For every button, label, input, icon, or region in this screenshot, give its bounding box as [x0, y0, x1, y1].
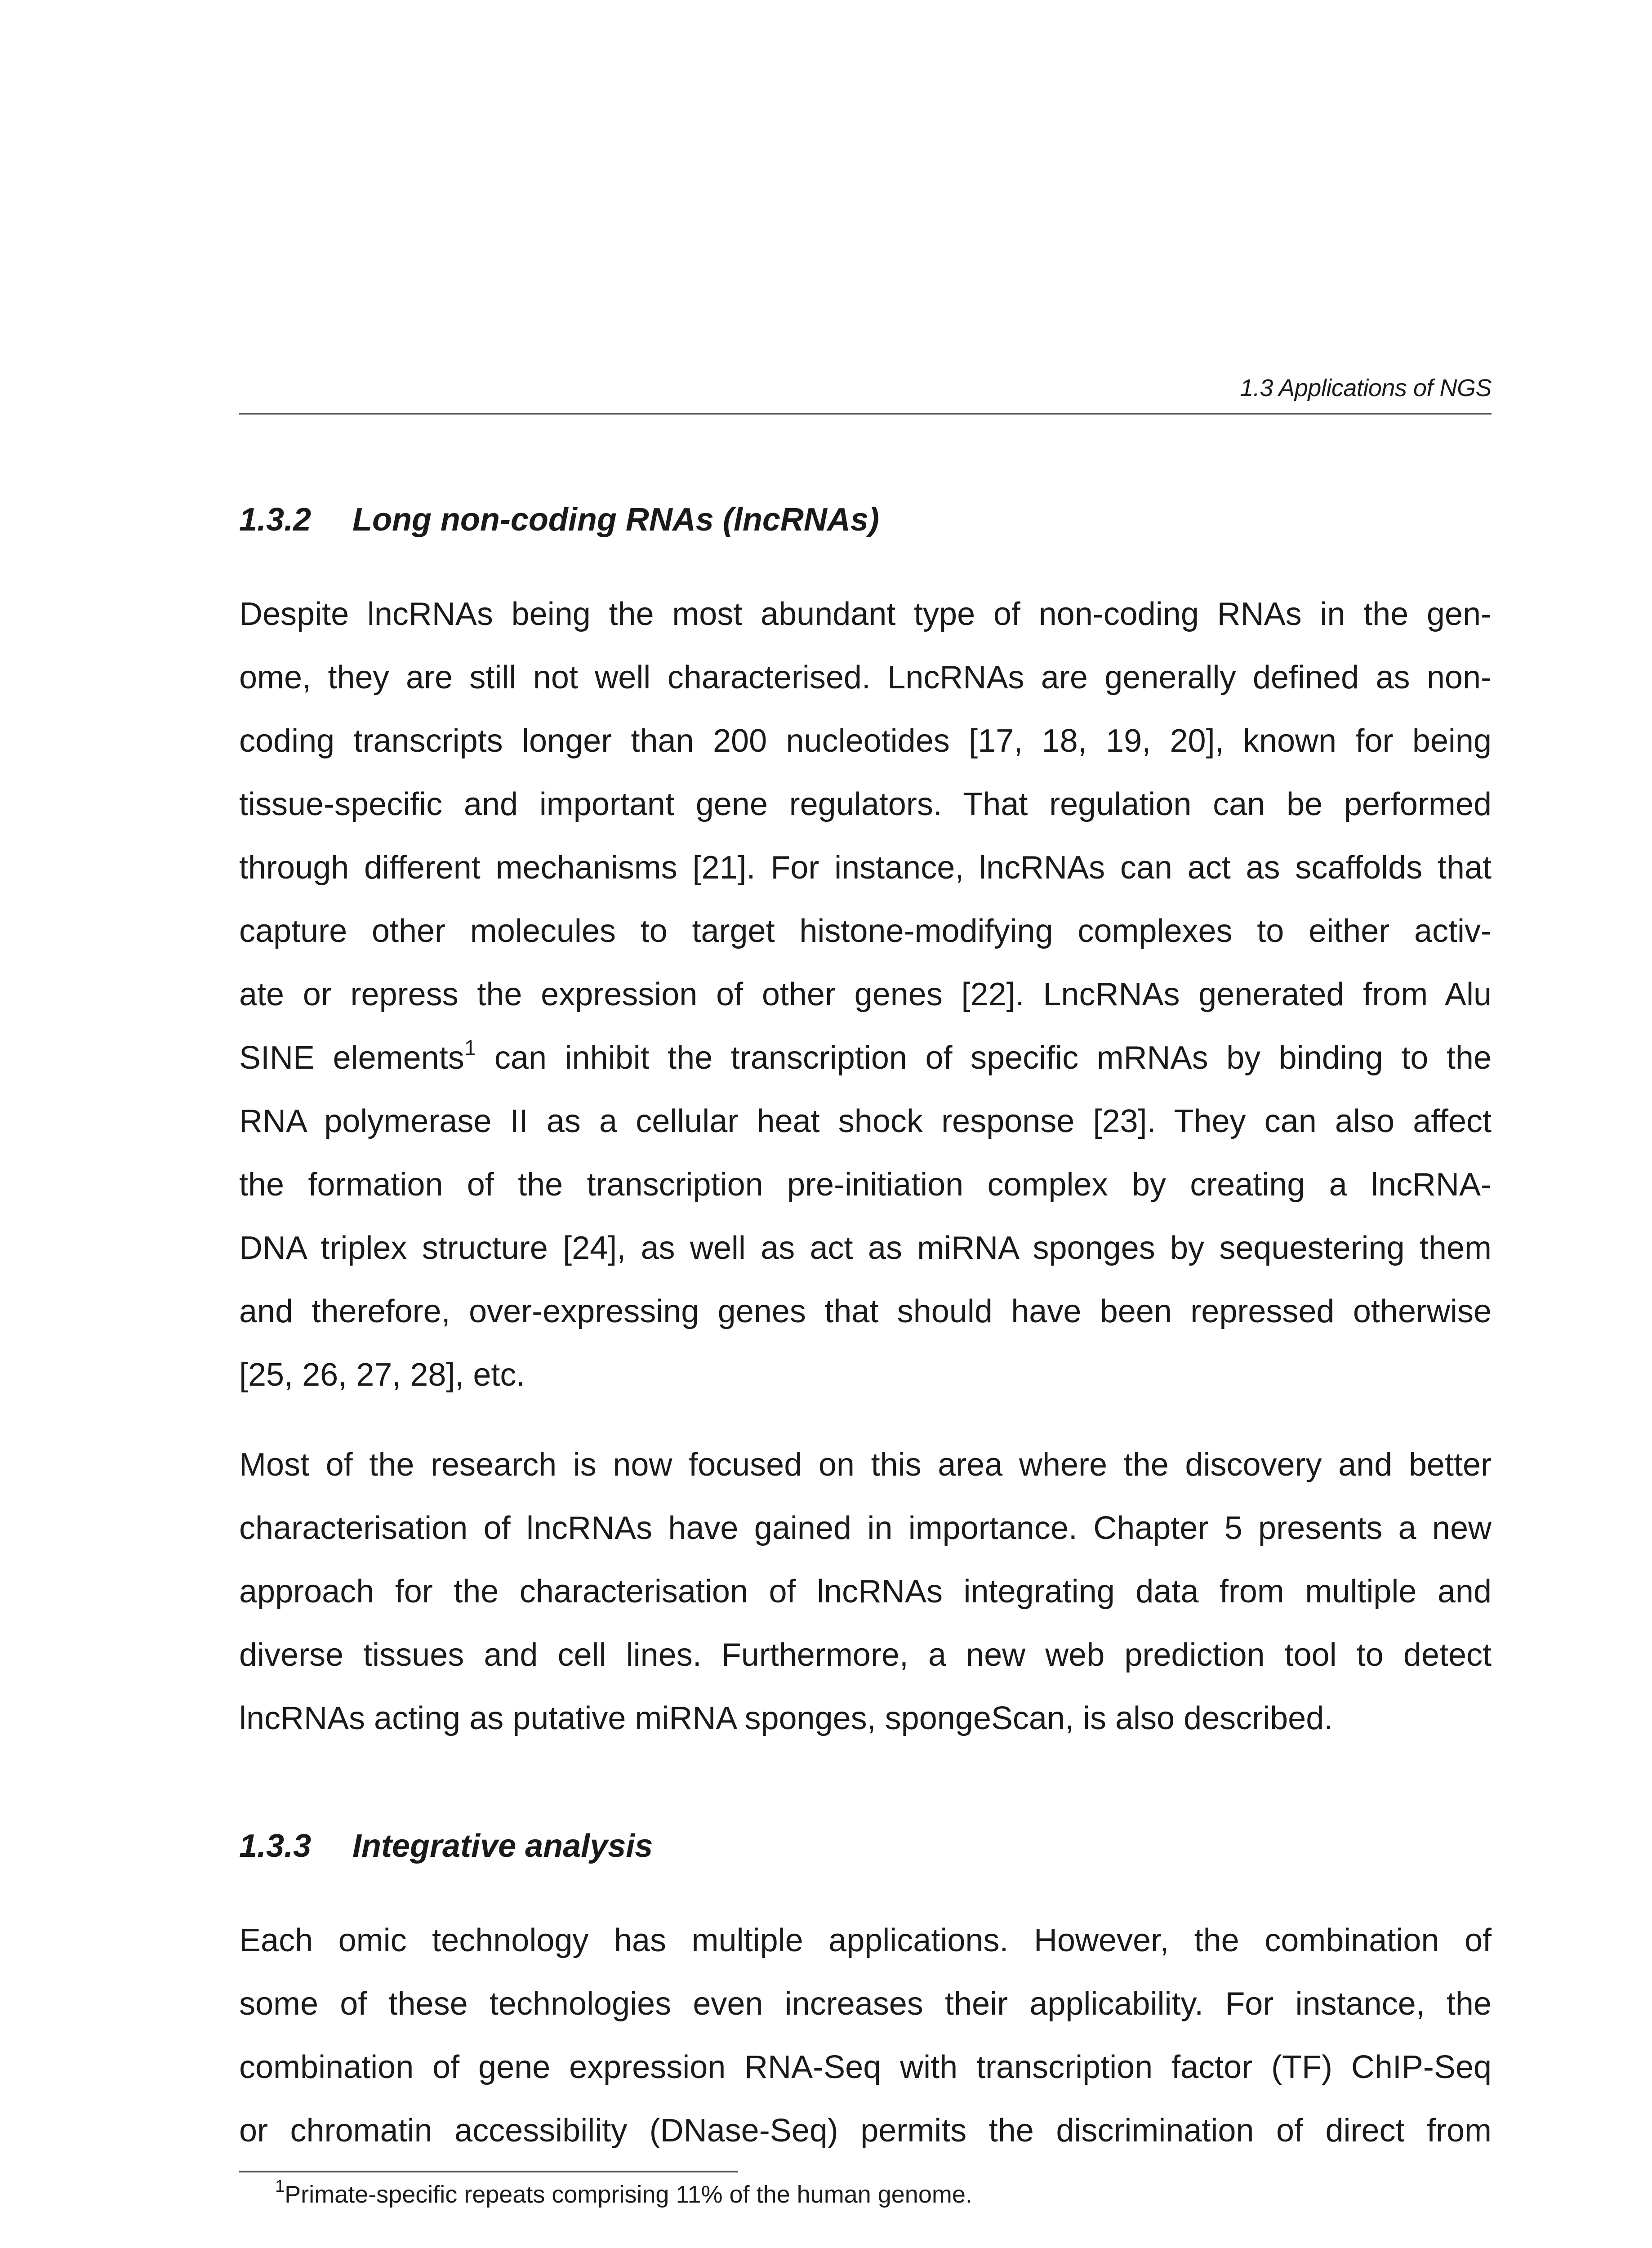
- running-header: [239, 368, 1492, 415]
- text-line: [25, 26, 27, 28], etc.: [239, 1357, 525, 1393]
- section-title: Integrative analysis: [352, 1828, 653, 1864]
- footnote-text: Primate-specific repeats comprising 11% of the human genome.: [285, 2181, 972, 2208]
- text-line: DNA triplex structure [24], as well as act as miRNA sponges by sequestering them: [239, 1230, 1492, 1266]
- text-line: lncRNAs acting as putative miRNA sponges, spongeScan, is also described.: [239, 1700, 1333, 1736]
- footnote-reference: 1: [464, 1036, 476, 1060]
- text-line: diverse tissues and cell lines. Furthermore, a new web prediction tool to detect: [239, 1637, 1492, 1673]
- text-line: some of these technologies even increases their applicability. For instance, the: [239, 1986, 1492, 2022]
- section-title: Long non-coding RNAs (lncRNAs): [352, 502, 879, 538]
- footnote-mark: 1: [275, 2177, 285, 2196]
- paragraph-integrative-analysis: [239, 1909, 1492, 2163]
- text-line: tissue-specific and important gene regulators. That regulation can be performed: [239, 786, 1492, 822]
- footnote-rule: [239, 2171, 738, 2172]
- text-line: approach for the characterisation of lncRNAs integrating data from multiple and: [239, 1574, 1492, 1610]
- footnote: [275, 2174, 972, 2215]
- text-line: ate or repress the expression of other genes [22]. LncRNAs generated from Alu: [239, 977, 1492, 1012]
- text-line: or chromatin accessibility (DNase-Seq) permits the discrimination of direct from: [239, 2113, 1492, 2149]
- running-header-text: 1.3 Applications of NGS: [1240, 375, 1492, 401]
- text-line: characterisation of lncRNAs have gained in importance. Chapter 5 presents a new: [239, 1510, 1492, 1546]
- text-line: capture other molecules to target histone-modifying complexes to either activ-: [239, 913, 1492, 949]
- text-line: coding transcripts longer than 200 nucleotides [17, 18, 19, 20], known for being: [239, 723, 1492, 759]
- text-line: ome, they are still not well characterised. LncRNAs are generally defined as non-: [239, 660, 1492, 696]
- text-line: Each omic technology has multiple applications. However, the combination of: [239, 1922, 1492, 1958]
- section-number: 1.3.2: [239, 502, 312, 538]
- section-number: 1.3.3: [239, 1828, 312, 1864]
- text-line: combination of gene expression RNA-Seq with transcription factor (TF) ChIP-Seq: [239, 2049, 1492, 2085]
- text-line: Despite lncRNAs being the most abundant type of non-coding RNAs in the gen-: [239, 596, 1492, 632]
- text-line-with-footnote: [239, 1026, 1492, 1090]
- text-line: RNA polymerase II as a cellular heat shock response [23]. They can also affect: [239, 1103, 1492, 1139]
- text-line: the formation of the transcription pre-initiation complex by creating a lncRNA-: [239, 1167, 1492, 1203]
- text-line: and therefore, over-expressing genes that should have been repressed otherwise: [239, 1293, 1492, 1329]
- paragraph-research-focus: [239, 1433, 1492, 1750]
- text-line: Most of the research is now focused on this area where the discovery and better: [239, 1447, 1492, 1483]
- text-fragment: SINE elements: [239, 1040, 464, 1076]
- paragraph-lncrnas-intro: [239, 583, 1492, 1407]
- text-line: through different mechanisms [21]. For instance, lncRNAs can act as scaffolds that: [239, 850, 1492, 886]
- section-heading-1-3-3: [239, 1824, 1492, 1869]
- section-heading-1-3-2: [239, 497, 1492, 542]
- text-fragment: can inhibit the transcription of specific mRNAs by binding to the: [476, 1040, 1492, 1076]
